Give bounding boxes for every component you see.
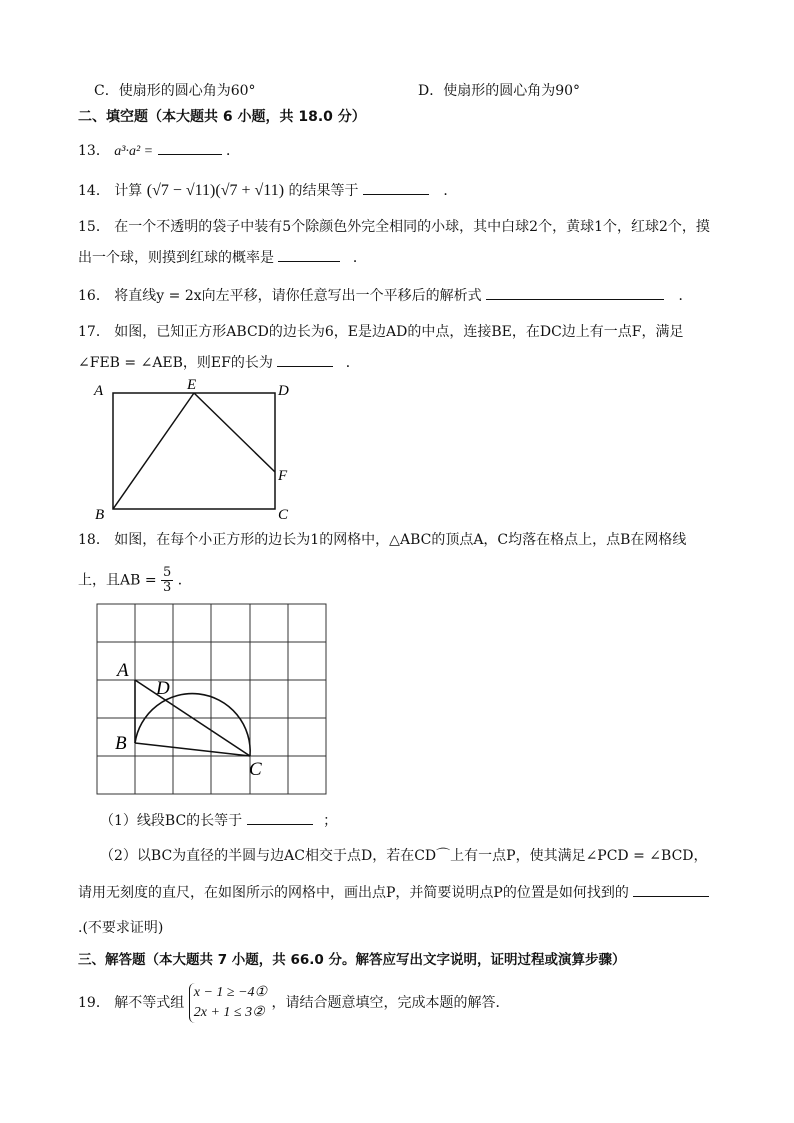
q17-answer-blank[interactable]	[277, 352, 333, 367]
q18-sub2-text-line3: .(不要求证明)	[78, 920, 164, 936]
q18-sub1-end: ；	[323, 813, 338, 829]
question-19	[78, 980, 510, 1026]
q16-answer-blank[interactable]	[486, 285, 664, 300]
q18-text-line2: 上，且AB =	[78, 572, 157, 589]
section-fill-header: 二、填空题（本大题共 6 小题，共 18.0 分）	[78, 109, 366, 125]
q18-sub2-text-line2: 请用无刻度的直尺，在如图所示的网格中，画出点P，并简要说明点P的位置是如何找到的	[78, 885, 629, 901]
question-13	[78, 140, 240, 162]
grid-lines	[97, 604, 326, 794]
q14-number: 14．	[78, 183, 110, 199]
square-abcd	[113, 393, 275, 509]
q18-sub2-line1	[100, 846, 708, 866]
q18-sub2-text: （2）以BC为直径的半圆与边AC相交于点D，若在CD⌒上有一点P，使其满足∠PCD = ∠BCD，	[100, 848, 708, 864]
question-16	[78, 285, 693, 306]
q14-end: ．	[443, 183, 458, 199]
q14-postfix: 的结果等于	[288, 183, 359, 199]
q19-inequality-system	[189, 983, 267, 1023]
q19-number: 19．	[78, 995, 110, 1011]
question-14	[78, 180, 457, 201]
label-f: F	[278, 468, 288, 484]
q13-expression: a³·a² =	[114, 144, 154, 159]
q15-answer-blank[interactable]	[278, 247, 340, 262]
q18-text-line1: 如图，在每个小正方形的边长为1的网格中，△ABC的顶点A，C均落在格点上，点B在网格线	[114, 532, 687, 548]
q19-postfix: ，请结合题意填空，完成本题的解答．	[271, 995, 510, 1011]
q13-answer-blank[interactable]	[158, 140, 222, 155]
question-15-line1	[78, 217, 710, 237]
q17-text-line2: ∠FEB = ∠AEB，则EF的长为	[78, 355, 273, 371]
q18-sub2-line2	[78, 882, 709, 903]
question-17-line2	[78, 352, 360, 373]
q15-end: ．	[352, 250, 367, 266]
label-d: D	[156, 678, 170, 699]
q15-text-line2: 出一个球，则摸到红球的概率是	[78, 250, 274, 266]
q18-sub2-line3	[78, 918, 163, 938]
q15-text-line1: 在一个不透明的袋子中装有5个除颜色外完全相同的小球，其中白球2个，黄球1个，红球2个，摸	[114, 219, 710, 235]
q15-number: 15．	[78, 219, 110, 235]
q18-fraction	[161, 566, 173, 595]
q19-inequality-1: x − 1 ≥ −4①	[193, 985, 268, 1000]
question-17-line1	[78, 322, 684, 342]
q17-number: 17．	[78, 324, 110, 340]
q18-sub1-answer-blank[interactable]	[247, 810, 313, 825]
q14-expression: (√7 − √11)(√7 + √11)	[146, 182, 285, 199]
label-a: A	[117, 660, 129, 681]
label-b: B	[115, 733, 127, 754]
segment-be	[113, 393, 194, 509]
label-a: A	[94, 383, 104, 399]
label-e: E	[187, 377, 197, 393]
q16-number: 16．	[78, 288, 110, 304]
q17-end: ．	[345, 355, 360, 371]
option-c: C．使扇形的圆心角为60°	[94, 83, 256, 99]
q18-sub1	[100, 810, 337, 831]
q17-square-figure	[90, 376, 310, 522]
label-d: D	[278, 383, 289, 399]
q18-fraction-denominator: 3	[163, 580, 172, 595]
q18-sub2-answer-blank[interactable]	[633, 882, 709, 897]
q14-answer-blank[interactable]	[363, 180, 429, 195]
question-18-line1	[78, 530, 686, 550]
q17-text-line1: 如图，已知正方形ABCD的边长为6，E是边AD的中点，连接BE，在DC边上有一点F，满足	[114, 324, 684, 340]
q19-inequality-2: 2x + 1 ≤ 3②	[193, 1005, 265, 1020]
section-solve-header: 三、解答题（本大题共 7 小题，共 66.0 分。解答应写出文字说明，证明过程或演算步骤）	[78, 952, 626, 968]
semicircle-bc	[135, 694, 250, 756]
q18-fraction-numerator: 5	[163, 565, 172, 580]
question-18-line2	[78, 566, 192, 595]
segment-ef	[194, 393, 275, 472]
label-b: B	[95, 507, 105, 522]
q18-grid-figure	[86, 596, 336, 802]
label-c: C	[278, 507, 289, 522]
q16-end: ．	[678, 288, 693, 304]
q13-end: ．	[226, 143, 241, 159]
q18-sub1-text: （1）线段BC的长等于	[100, 813, 243, 829]
q18-number: 18．	[78, 532, 110, 548]
question-15-line2	[78, 247, 367, 268]
q16-text: 将直线y = 2x向左平移，请你任意写出一个平移后的解析式	[114, 288, 482, 304]
q14-prefix: 计算	[114, 183, 143, 199]
option-d: D．使扇形的圆心角为90°	[418, 83, 581, 99]
label-c: C	[249, 759, 262, 780]
q13-number: 13．	[78, 143, 110, 159]
q19-prefix: 解不等式组	[114, 995, 185, 1011]
q18-line2-end: ．	[177, 572, 192, 589]
